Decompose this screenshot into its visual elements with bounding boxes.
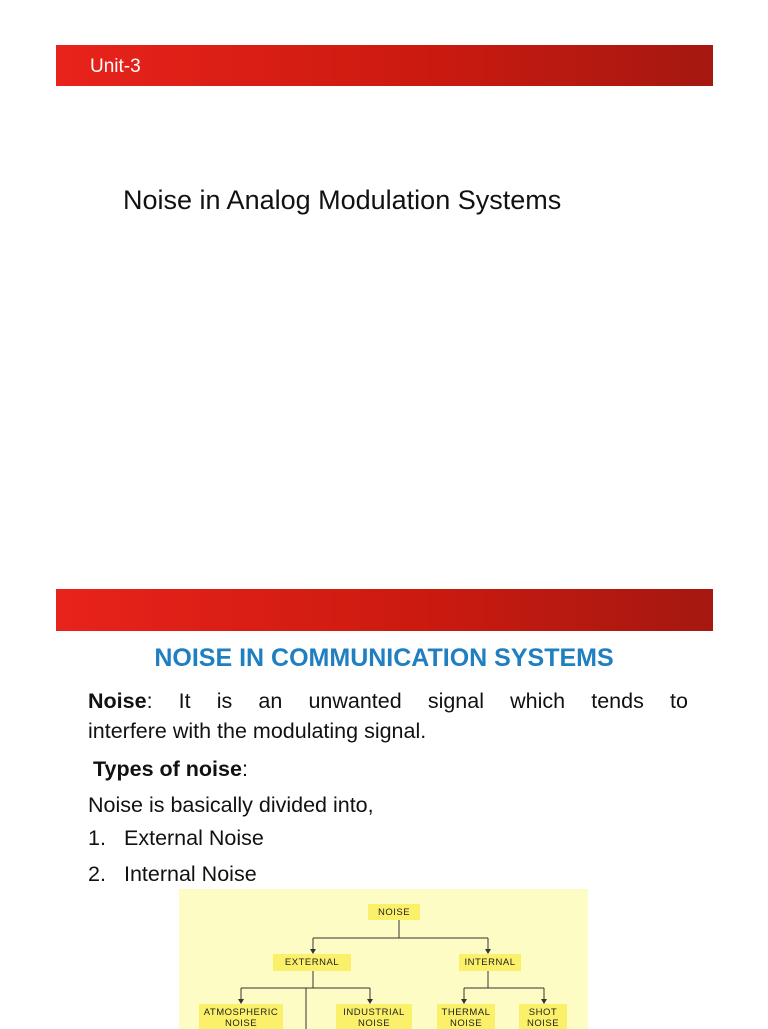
definition-word: tends [591,689,644,713]
intro-text: Noise is basically divided into, [88,793,374,817]
definition-word: It [178,689,191,713]
noise-root-node: NOISE [368,904,420,920]
definition-word: to [669,689,688,713]
noise-definition-line2: interfere with the modulating signal. [88,719,427,743]
shot-noise-node: SHOT NOISE [519,1004,567,1029]
types-of-noise-label: Types of noise: [93,757,248,781]
unit-label: Unit-3 [90,56,141,77]
list-number: 2. [88,862,106,886]
definition-word: an [258,689,283,713]
thermal-noise-node: THERMAL NOISE [437,1004,495,1029]
list-text: Internal Noise [124,862,257,886]
definition-word: is [216,689,233,713]
slide1-header-band [56,45,713,86]
list-number: 1. [88,826,106,850]
atmospheric-noise-node: ATMOSPHERIC NOISE [199,1004,283,1029]
slide2-header-band [56,589,713,631]
industrial-noise-node: INDUSTRIAL NOISE [336,1004,412,1029]
list-item [88,826,264,851]
internal-node: INTERNAL [459,954,521,971]
definition-word: signal [427,689,485,713]
list-text: External Noise [124,826,264,850]
types-label-text: Types of noise [93,757,242,781]
noise-term: Noise: [88,689,153,713]
noise-definition-line1 [88,686,688,716]
external-node: EXTERNAL [273,954,351,971]
definition-word: unwanted [308,689,402,713]
slide1-title: Noise in Analog Modulation Systems [123,185,562,215]
noise-classification-diagram [179,889,588,1029]
slide2-heading: NOISE IN COMMUNICATION SYSTEMS [154,644,614,672]
definition-word: which [510,689,566,713]
list-item [88,862,257,887]
